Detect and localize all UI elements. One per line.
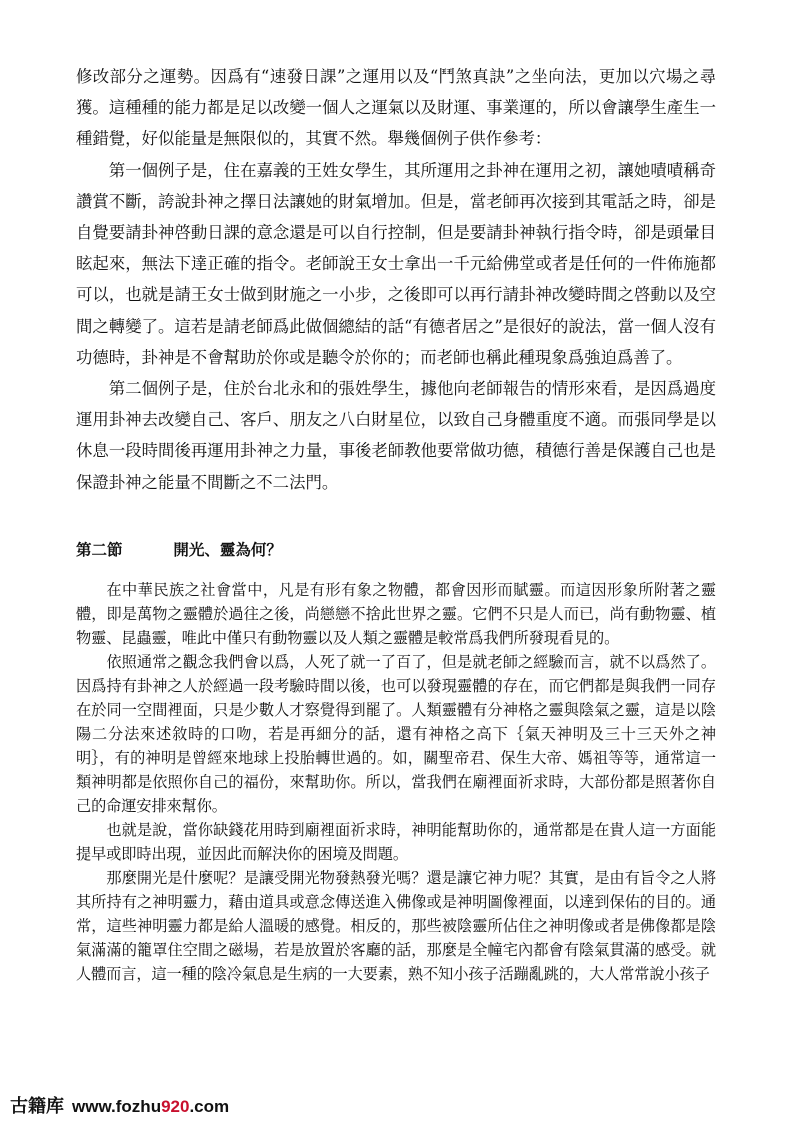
section-title: 開光、靈為何？ (173, 541, 282, 559)
paragraph: 那麼開光是什麼呢？是讓受開光物發熱發光嗎？還是讓它神力呢？其實，是由有旨令之人將其所持有之神明靈力，藉由道具或意念傳送進入佛像或是神明圖像裡面，以達到保佑的目的。通常，這些神明靈力都是給人溫暖的感覺。相反的，那些被陰靈所佔住之神明像或者是佛像都是陰氣滿滿的籠罩住空間之磁場，若是放置於客廳的話，那麼是全幢宅內都會有陰氣貫滿的感受。就人體而言，這一種的陰冷氣息是生病的一大要素，熟不知小孩子活蹦亂跳的，大人常常說小孩子 (76, 869, 716, 983)
section-number: 第二節 (76, 541, 123, 559)
paragraph: 第二個例子是，住於台北永和的張姓學生，據他向老師報告的情形來看，是因爲過度運用卦神去改變自己、客戶、朋友之八白財星位，以致自己身體重度不適。而張同學是以休息一段時間後再運用卦神之力量，事後老師教他要常做功德，積德行善是保護自己也是保證卦神之能量不間斷之不二法門。 (76, 379, 716, 492)
site-url-number: 920 (161, 1097, 190, 1116)
site-url[interactable] (72, 1097, 229, 1117)
paragraph: 第一個例子是，住在嘉義的王姓女學生，其所運用之卦神在運用之初，讓她嘖嘖稱奇讚賞不斷，誇說卦神之擇日法讓她的財氣增加。但是，當老師再次接到其電話之時，卻是自覺要請卦神啓動日課的意念還是可以自行控制，但是要請卦神執行指令時，卻是頭暈目眩起來，無法下達正確的指令。老師說王女士拿出一千元給佛堂或者是任何的一件佈施都可以，也就是請王女士做到財施之一小步，之後即可以再行請卦神改變時間之啓動以及空間之轉變了。這若是請老師爲此做個總結的話“有德者居之”是很好的說法，當一個人沒有功德時，卦神是不會幫助於你或是聽令於你的；而老師也稱此種現象爲強迫爲善了。 (76, 160, 716, 367)
site-watermark (10, 1092, 229, 1116)
section-1-body (76, 61, 716, 498)
site-url-prefix: www.fozhu (72, 1097, 162, 1116)
paragraph: 在中華民族之社會當中，凡是有形有象之物體，都會因形而賦靈。而這因形象所附著之靈體，即是萬物之靈體於過往之後，尚戀戀不捨此世界之靈。它們不只是人而已，尚有動物靈、植物靈、昆蟲靈，唯此中僅只有動物靈以及人類之靈體是較常爲我們所發現看見的。 (76, 581, 716, 647)
site-brand: 古籍库 (10, 1096, 64, 1117)
section-heading (76, 538, 716, 566)
paragraph: 依照通常之觀念我們會以爲，人死了就一了百了，但是就老師之經驗而言，就不以爲然了。因爲持有卦神之人於經過一段考驗時間以後，也可以發現靈體的存在，而它們都是與我們一同存在於同一空間裡面，只是少數人才察覺得到罷了。人類靈體有分神格之靈與陰氣之靈，這是以陰陽二分法來述敘時的口吻，若是再細分的話，還有神格之高下｛氣天神明及三十三天外之神明｝，有的神明是曾經來地球上投胎轉世過的。如，關聖帝君、保生大帝、媽祖等等，通常這一類神明都是依照你自己的福份，來幫助你。所以，當我們在廟裡面祈求時，大部份都是照著你自己的命運安排來幫你。 (76, 653, 716, 815)
site-url-suffix: .com (189, 1097, 230, 1116)
paragraph: 修改部分之運勢。因爲有“速發日課”之運用以及“鬥煞真訣”之坐向法，更加以穴場之尋獲。這種種的能力都是足以改變一個人之運氣以及財運、事業運的，所以會讓學生產生一種錯覺，好似能量是無限似的，其實不然。舉幾個例子供作參考： (76, 67, 716, 149)
section-2-body (76, 578, 716, 986)
paragraph: 也就是說，當你缺錢花用時到廟裡面祈求時，神明能幫助你的，通常都是在貴人這一方面能提早或即時出現，並因此而解決你的困境及問題。 (76, 821, 716, 863)
